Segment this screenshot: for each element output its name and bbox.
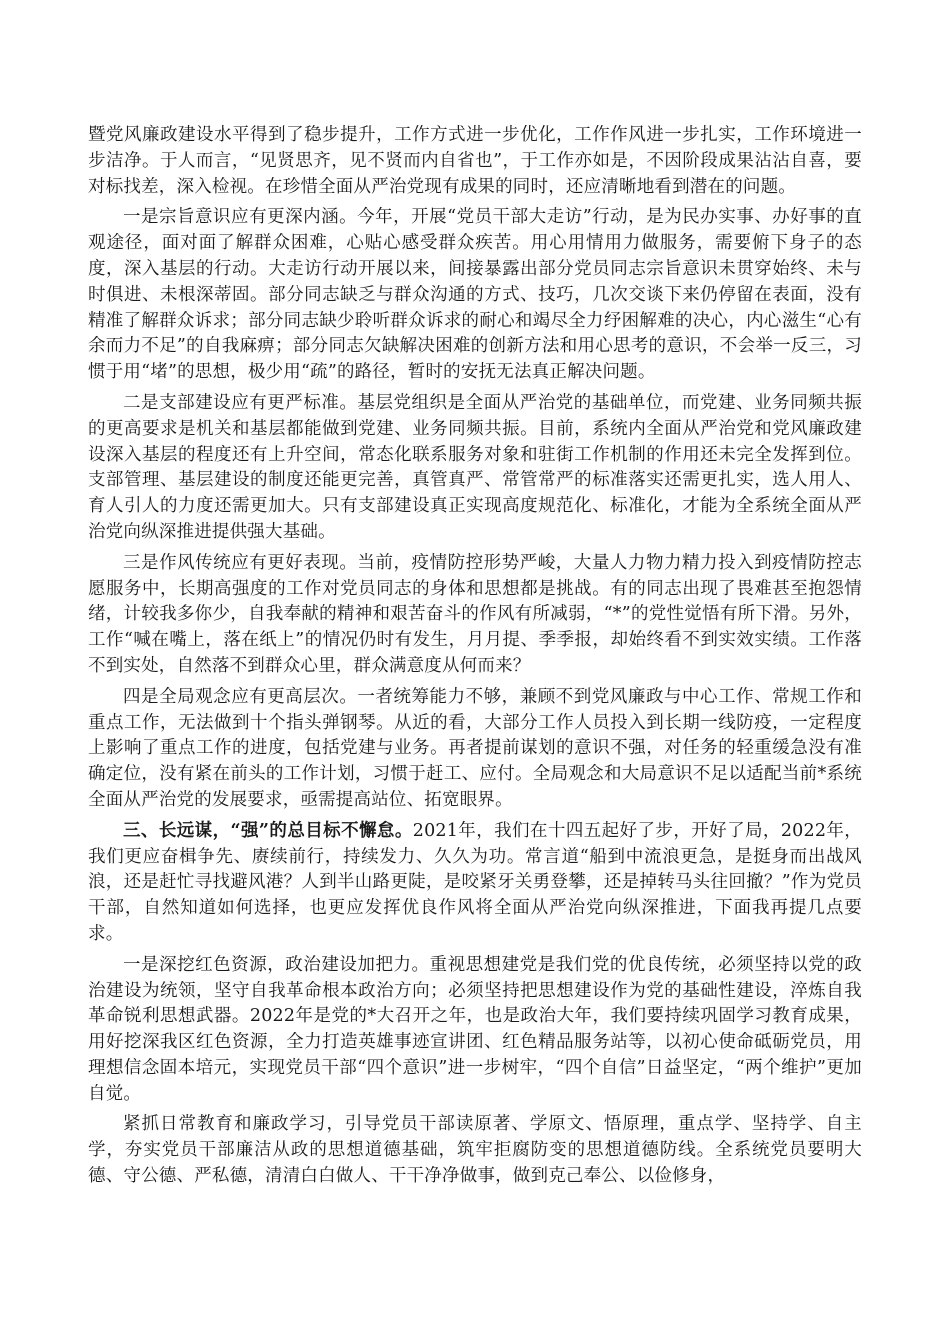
paragraph-text: 二是支部建设应有更严标准。基层党组织是全面从严治党的基础单位，而党建、业务同频共振的更高要求是机关和基层都能做到党建、业务同频共振。目前，系统内全面从严治党和党风廉政建设深入基层的程度还有上升空间，常态化联系服务对象和驻街工作机制的作用还未完全发挥到位。支部管理、基层建设的制度还能更完善，真管真严、常管常严的标准落实还需更扎实，选人用人、育人引人的力度还需更加大。只有支部建设真正实现高度规范化、标准化，才能为全系统全面从严治党向纵深推进提供强大基础。 — [88, 392, 862, 542]
paragraph-text: 2021年，我们在十四五起好了步，开好了局，2022年，我们更应奋楫争先、赓续前行，持续发力、久久为功。常言道“船到中流浪更急，是挺身而出战风浪，还是赶忙寻找避风港？人到半山路更陡，是咬紧牙关勇登攀，还是掉转马头往回撤？”作为党员干部，自然知道如何选择，也更应发挥优良作风将全面从严治党向纵深推进，下面我再提几点要求。 — [88, 820, 863, 944]
section-heading-paragraph — [88, 819, 862, 948]
paragraph-text: 四是全局观念应有更高层次。一者统筹能力不够，兼顾不到党风廉政与中心工作、常规工作和重点工作，无法做到十个指头弹钢琴。从近的看，大部分工作人员投入到长期一线防疫，一定程度上影响了重点工作的进度，包括党建与业务。再者提前谋划的意识不强，对任务的轻重缓急没有准确定位，没有紧在前头的工作计划，习惯于赶工、应付。全局观念和大局意识不足以适配当前*系统全面从严治党的发展要求，亟需提高站位、拓宽眼界。 — [88, 686, 862, 810]
paragraph-text: 一是宗旨意识应有更深内涵。今年，开展“党员干部大走访”行动，是为民办实事、办好事的直观途径，面对面了解群众困难，心贴心感受群众疾苦。用心用情用力做服务，需要俯下身子的态度，深入基层的行动。大走访行动开展以来，间接暴露出部分党员同志宗旨意识未贯穿始终、未与时俱进、未根深蒂固。部分同志缺乏与群众沟通的方式、技巧，几次交谈下来仍停留在表面，没有精准了解群众诉求；部分同志缺少聆听群众诉求的耐心和竭尽全力纾困解难的决心，内心滋生“心有余而力不足”的自我麻痹；部分同志欠缺解决困难的创新方法和用心思考的意识，不会举一反三，习惯于用“堵”的思想，极少用“疏”的路径，暂时的安抚无法真正解决问题。 — [88, 207, 862, 383]
paragraph-text: 暨党风廉政建设水平得到了稳步提升，工作方式进一步优化，工作作风进一步扎实，工作环境进一步洁净。于人而言，“见贤思齐，见不贤而内自省也”，于工作亦如是，不因阶段成果沾沾自喜，要对标找差，深入检视。在珍惜全面从严治党现有成果的同时，还应清晰地看到潜在的问题。 — [88, 125, 862, 197]
paragraph-point-1 — [88, 205, 862, 386]
paragraph-text: 一是深挖红色资源，政治建设加把力。重视思想建党是我们党的优良传统，必须坚持以党的政治建设为统领，坚守自我革命根本政治方向；必须坚持把思想建设作为党的基础性建设，淬炼自我革命锐利思想武器。2022年是党的*大召开之年，也是政治大年，我们要持续巩固学习教育成果，用好挖深我区红色资源，全力打造英雄事迹宣讲团、红色精品服务站等，以初心使命砥砺党员，用理想信念固本培元，实现党员干部“四个意识”进一步树牢，“四个自信”日益坚定，“两个维护”更加自觉。 — [88, 954, 862, 1104]
paragraph-requirement-1 — [88, 953, 862, 1108]
paragraph-text: 紧抓日常教育和廉政学习，引导党员干部读原著、学原文、悟原理，重点学、坚持学、自主学，夯实党员干部廉洁从政的思想道德基础，筑牢拒腐防变的思想道德防线。全系统党员要明大德、守公德、严私德，清清白白做人、干干净净做事，做到克己奉公、以俭修身， — [88, 1114, 862, 1187]
paragraph-point-3 — [88, 551, 862, 680]
section-heading: 三、长远谋，“强”的总目标不懈怠。 — [123, 820, 413, 841]
paragraph-point-4 — [88, 685, 862, 814]
paragraph-intro — [88, 123, 862, 200]
paragraph-text: 三是作风传统应有更好表现。当前，疫情防控形势严峻，大量人力物力精力投入到疫情防控志愿服务中，长期高强度的工作对党员同志的身体和思想都是挑战。有的同志出现了畏难甚至抱怨情绪，计较我多你少，自我奉献的精神和艰苦奋斗的作风有所减弱，“*”的党性觉悟有所下滑。另外，工作“喊在嘴上，落在纸上”的情况仍时有发生，月月提、季季报，却始终看不到实效实绩。工作落不到实处，自然落不到群众心里，群众满意度从何而来？ — [88, 552, 862, 676]
paragraph-requirement-1-cont — [88, 1112, 862, 1189]
paragraph-point-2 — [88, 391, 862, 546]
document-page — [88, 123, 862, 1195]
